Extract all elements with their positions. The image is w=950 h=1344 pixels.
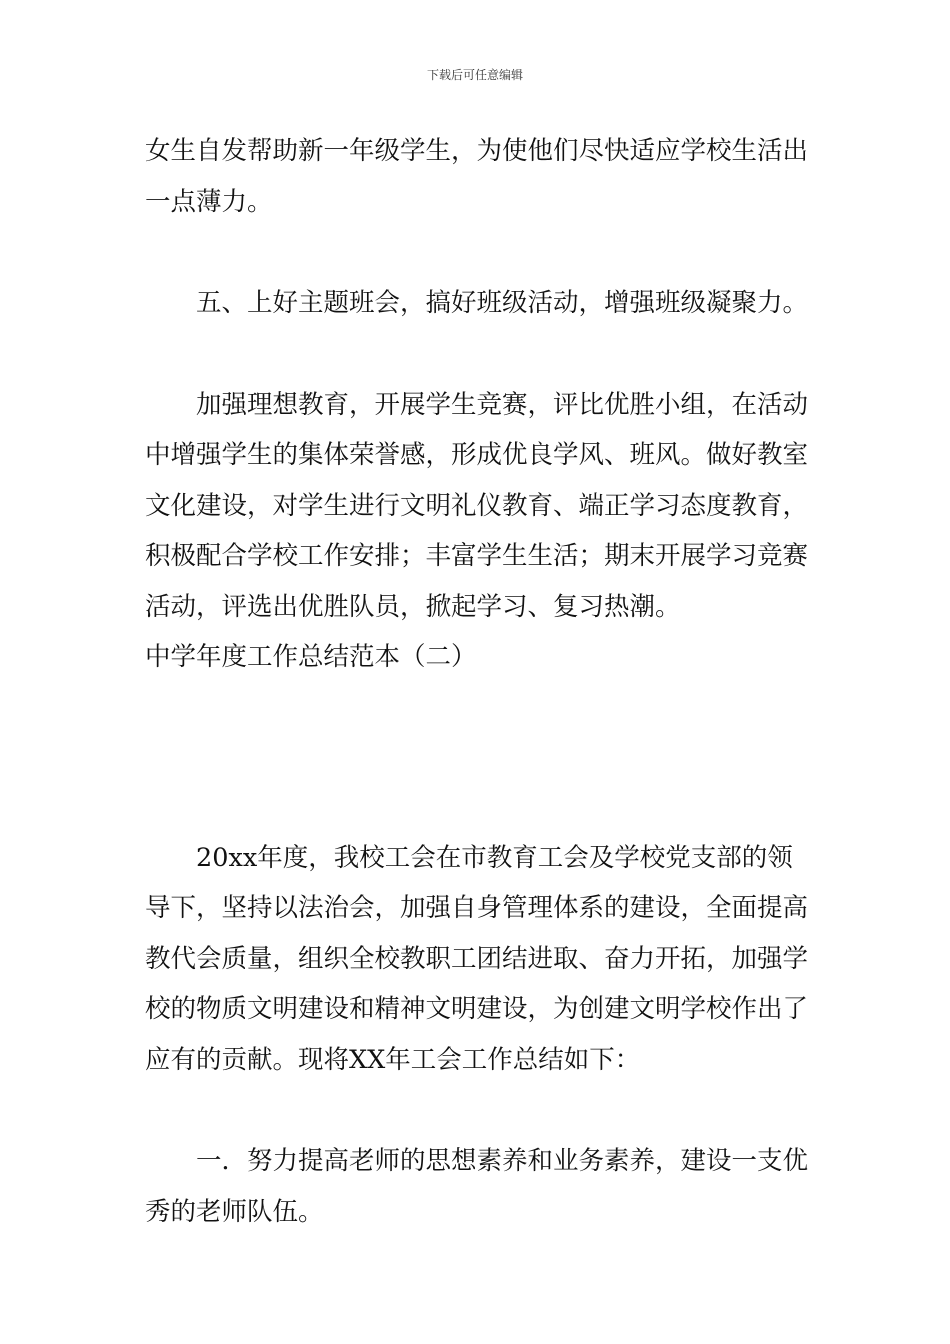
document-title-part-two: 中学年度工作总结范本（二） <box>145 642 477 672</box>
paragraph-spacer <box>145 1085 809 1136</box>
paragraph-union-summary: 20xx年度，我校工会在市教育工会及学校党支部的领导下，坚持以法治会，加强自身管理体系的建设，全面提高教代会质量，组织全校教职工团结进取、奋力开拓，加强学校的物质文明建设和精神文明建设，为创建文明学校作出了应有的贡献。现将XX年工会工作总结如下： <box>145 842 809 1075</box>
paragraph-spacer <box>145 329 809 380</box>
section-heading-five: 五、上好主题班会，搞好班级活动，增强班级凝聚力。 <box>196 288 809 318</box>
paragraph-continuation: 女生自发帮助新一年级学生，为使他们尽快适应学校生活出一点薄力。 <box>145 136 809 217</box>
paragraph-spacer <box>145 227 809 278</box>
paragraph-ideal-education: 加强理想教育，开展学生竞赛，评比优胜小组，在活动中增强学生的集体荣誉感，形成优良学风、班风。做好教室文化建设，对学生进行文明礼仪教育、端正学习态度教育，积极配合学校工作安排；丰富学生生活；期末开展学习竞赛活动，评选出优胜队员，掀起学习、复习热潮。 <box>145 389 809 622</box>
paragraph-spacer <box>145 683 809 833</box>
section-heading-one: 一．努力提高老师的思想素养和业务素养，建设一支优秀的老师队伍。 <box>145 1146 809 1227</box>
page-header: 下载后可任意编辑 <box>426 68 523 82</box>
document-body <box>145 126 809 1237</box>
